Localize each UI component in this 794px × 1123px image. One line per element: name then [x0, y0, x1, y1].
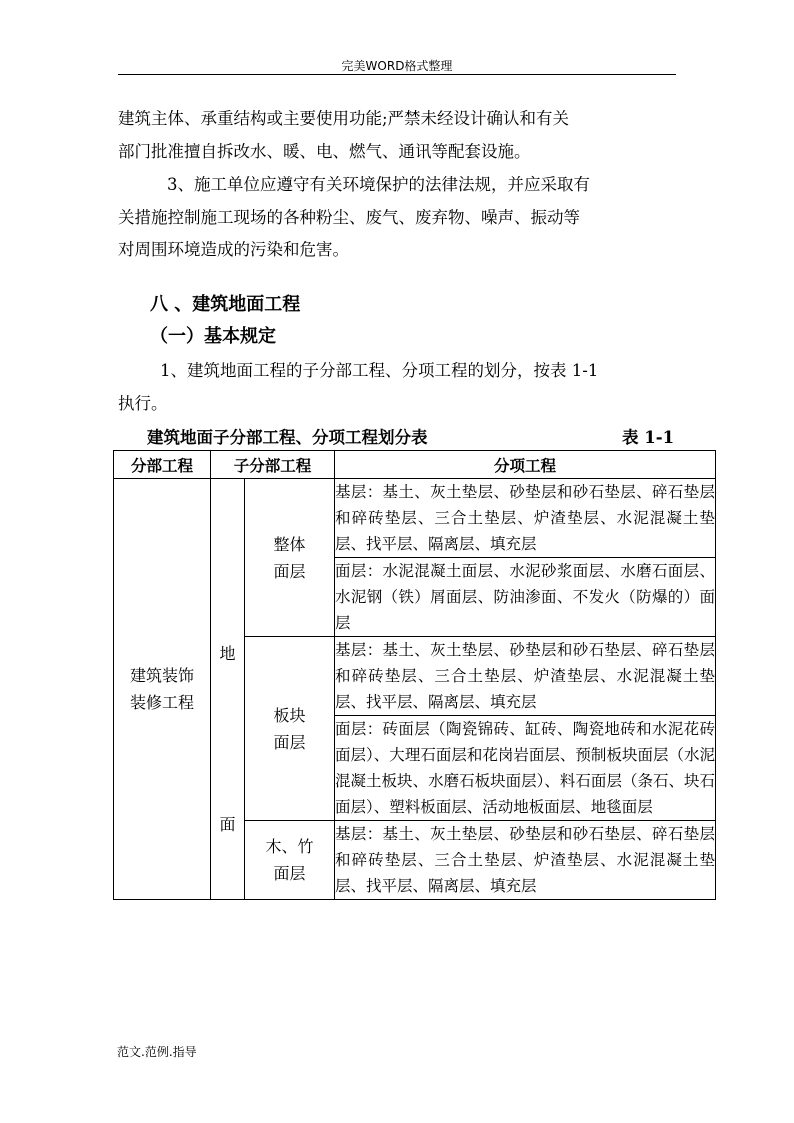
- group-name-line: 面层: [273, 732, 306, 752]
- group-name-line: 板块: [273, 705, 306, 725]
- paragraph-line: 对周围环境造成的污染和危害。: [118, 240, 349, 259]
- group-name-line: 面层: [273, 561, 306, 581]
- header-sub-division: 子分部工程: [211, 451, 335, 479]
- subsection-heading: （一）基本规定: [150, 326, 276, 347]
- item-cell: 基层：基土、灰土垫层、砂垫层和砂石垫层、碎石垫层和碎砖垫层、三合土垫层、炉渣垫层、水泥混凝土垫层、找平层、隔离层、填充层: [335, 637, 716, 716]
- paragraph-line: 部门批准擅自拆改水、暖、电、燃气、通讯等配套设施。: [118, 142, 531, 161]
- page-footer: 范文.范例.指导: [117, 1045, 197, 1059]
- header-items: 分项工程: [335, 451, 716, 479]
- paragraph-line: 建筑主体、承重结构或主要使用功能;严禁未经设计确认和有关: [118, 109, 570, 128]
- group-name-line: 整体: [273, 534, 306, 554]
- item-cell: 基层：基土、灰土垫层、砂垫层和砂石垫层、碎石垫层和碎砖垫层、三合土垫层、炉渣垫层、水泥混凝土垫层、找平层、隔离层、填充层: [335, 821, 716, 900]
- header-divider: [118, 74, 676, 75]
- table-number: 表 1-1: [622, 428, 675, 447]
- paragraph-line: 3、施工单位应遵守有关环境保护的法律法规，并应采取有: [167, 175, 590, 194]
- paragraph-line: 关措施控制施工现场的各种粉尘、废气、废弃物、噪声、振动等: [118, 208, 580, 227]
- paragraph-line: 1、建筑地面工程的子分部工程、分项工程的划分，按表 1-1: [160, 361, 599, 380]
- section-heading: 八 、建筑地面工程: [150, 294, 301, 315]
- group-name-line: 木、竹: [265, 837, 314, 856]
- sub-division-char: 面: [219, 815, 236, 834]
- header-division: 分部工程: [114, 451, 211, 479]
- sub-division-char: 地: [219, 644, 236, 663]
- division-name-line: 装修工程: [129, 693, 194, 712]
- division-table: [113, 450, 716, 900]
- table-header-row: [114, 451, 716, 479]
- table-row: [114, 479, 716, 558]
- group-name-line: 面层: [273, 864, 306, 883]
- division-cell: [114, 479, 211, 900]
- item-cell: 基层：基土、灰土垫层、砂垫层和砂石垫层、碎石垫层和碎砖垫层、三合土垫层、炉渣垫层、水泥混凝土垫层、找平层、隔离层、填充层: [335, 479, 716, 558]
- division-name-line: 建筑装饰: [129, 666, 194, 685]
- item-cell: 面层：砖面层（陶瓷锦砖、缸砖、陶瓷地砖和水泥花砖面层）、大理石面层和花岗岩面层、预制板块面层（水泥混凝土板块、水磨石板块面层）、料石面层（条石、块石面层）、塑料板面层、活动地板面层、地毯面层: [335, 716, 716, 821]
- group-name-cell: [245, 821, 335, 900]
- paragraph-line: 执行。: [118, 394, 168, 413]
- item-cell: 面层：水泥混凝土面层、水泥砂浆面层、水磨石面层、水泥钢（铁）屑面层、防油渗面、不发火（防爆的）面层: [335, 558, 716, 637]
- group-name-cell: [245, 637, 335, 821]
- sub-division-cell: [211, 479, 245, 900]
- table-caption: 建筑地面子分部工程、分项工程划分表: [147, 428, 428, 447]
- group-name-cell: [245, 479, 335, 637]
- page-header-title: 完美WORD格式整理: [341, 59, 453, 73]
